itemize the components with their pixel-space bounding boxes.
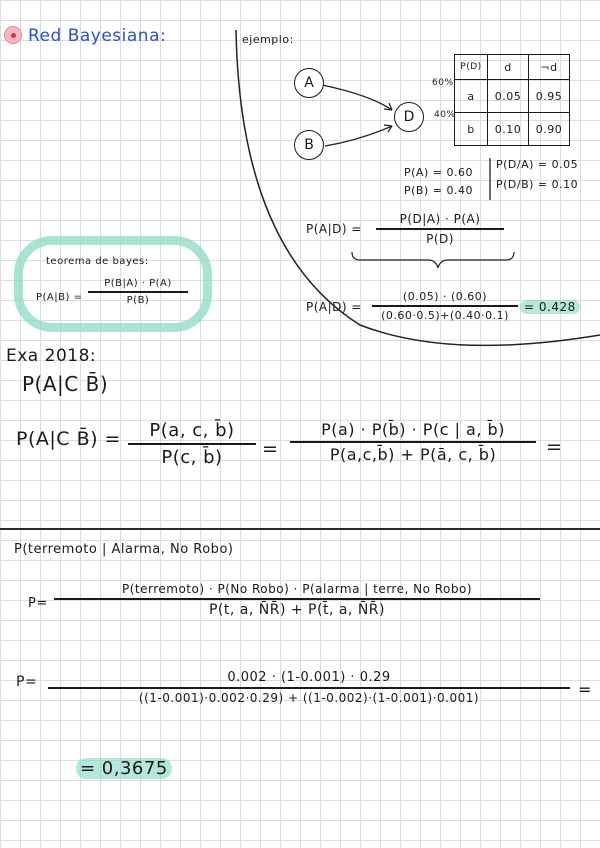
table-header: ¬d bbox=[529, 55, 570, 80]
theorem-fraction bbox=[88, 278, 188, 306]
final-result: = 0,3675 bbox=[76, 758, 172, 779]
problem-fraction bbox=[54, 582, 540, 618]
bayes-fraction bbox=[376, 212, 504, 246]
exam-f1-numerator: P(a, c, b̄) bbox=[149, 420, 235, 441]
table-cell: 0.90 bbox=[529, 113, 570, 146]
fraction-bar bbox=[372, 305, 518, 307]
problem-numerator: P(terremoto) · P(No Robo) · P(alarma | terre, No Robo) bbox=[121, 582, 473, 596]
theorem-lhs: P(A|B) = bbox=[36, 292, 83, 303]
table-header: d bbox=[488, 55, 529, 80]
exam-f1-denominator: P(c, b̄) bbox=[161, 446, 223, 468]
bayes-denominator: P(D) bbox=[426, 231, 454, 246]
pct-top: 60% bbox=[432, 78, 454, 88]
exam-query: P(A|C B̄) bbox=[22, 372, 109, 396]
fraction-bar bbox=[88, 291, 188, 293]
table-cell: 0.95 bbox=[529, 80, 570, 113]
prior-a: P(A) = 0.60 bbox=[404, 166, 473, 179]
exam-equals-1: = bbox=[262, 438, 279, 460]
exam-f2-numerator: P(a) · P(b̄) · P(c | a, b̄) bbox=[321, 420, 505, 439]
prior-b: P(B) = 0.40 bbox=[404, 184, 473, 197]
result-value: = 0.428 bbox=[520, 300, 580, 314]
result-fraction bbox=[372, 290, 518, 322]
node-d: D bbox=[394, 102, 424, 132]
table-cell: a bbox=[455, 80, 488, 113]
pct-bottom: 40% bbox=[434, 110, 456, 120]
conditional-db: P(D/B) = 0.10 bbox=[496, 178, 579, 191]
table-row bbox=[455, 80, 570, 113]
table-cell: 0.05 bbox=[488, 80, 529, 113]
fraction-bar bbox=[290, 441, 536, 443]
fraction-bar bbox=[376, 228, 504, 230]
theorem-numerator: P(B|A) · P(A) bbox=[104, 278, 172, 289]
table-cell: 0.10 bbox=[488, 113, 529, 146]
problem-p-label: P= bbox=[28, 596, 48, 611]
problem-p2-label: P= bbox=[16, 674, 38, 690]
fraction-bar bbox=[128, 443, 256, 445]
bayes-numerator: P(D|A) · P(A) bbox=[399, 212, 481, 226]
table-cell: b bbox=[455, 113, 488, 146]
probability-table bbox=[454, 54, 570, 146]
exam-equals-2: = bbox=[546, 436, 563, 458]
result-denominator: (0.60·0.5)+(0.40·0.1) bbox=[381, 308, 509, 322]
problem-denominator: P(t, a, N̄R̄) + P(t̄, a, N̄R̄) bbox=[208, 601, 385, 618]
bayes-lhs: P(A|D) = bbox=[306, 222, 362, 236]
exam-fraction-1 bbox=[128, 420, 256, 468]
problem-title: P(terremoto | Alarma, No Robo) bbox=[14, 542, 234, 557]
exam-f2-denominator: P(a,c,b̄) + P(ā, c, b̄) bbox=[329, 444, 497, 464]
node-a: A bbox=[294, 68, 324, 98]
exam-fraction-2 bbox=[290, 420, 536, 464]
theorem-title: teorema de bayes: bbox=[46, 256, 149, 267]
result-lhs: P(A|D) = bbox=[306, 300, 362, 314]
exam-title: Exa 2018: bbox=[6, 346, 97, 366]
exam-lhs: P(A|C B̄) = bbox=[16, 428, 121, 450]
result-numerator: (0.05) · (0.60) bbox=[402, 290, 488, 303]
theorem-denominator: P(B) bbox=[126, 294, 150, 306]
table-header: P(D) bbox=[455, 55, 488, 80]
problem-fraction-2 bbox=[48, 670, 570, 705]
page-title: Red Bayesiana: bbox=[28, 26, 167, 46]
node-b: B bbox=[294, 130, 324, 160]
problem-numerator-2: 0.002 · (1-0.001) · 0.29 bbox=[227, 670, 391, 685]
conditional-da: P(D/A) = 0.05 bbox=[496, 158, 579, 171]
fraction-bar bbox=[48, 687, 570, 689]
table-header-row bbox=[455, 55, 570, 80]
problem-equals: = bbox=[578, 680, 592, 699]
table-row bbox=[455, 113, 570, 146]
example-label: ejemplo: bbox=[242, 33, 294, 46]
problem-denominator-2: ((1-0.001)·0.002·0.29) + ((1-0.002)·(1-0.001)·0.001) bbox=[138, 690, 480, 705]
section-divider bbox=[0, 528, 600, 530]
fraction-bar bbox=[54, 598, 540, 600]
